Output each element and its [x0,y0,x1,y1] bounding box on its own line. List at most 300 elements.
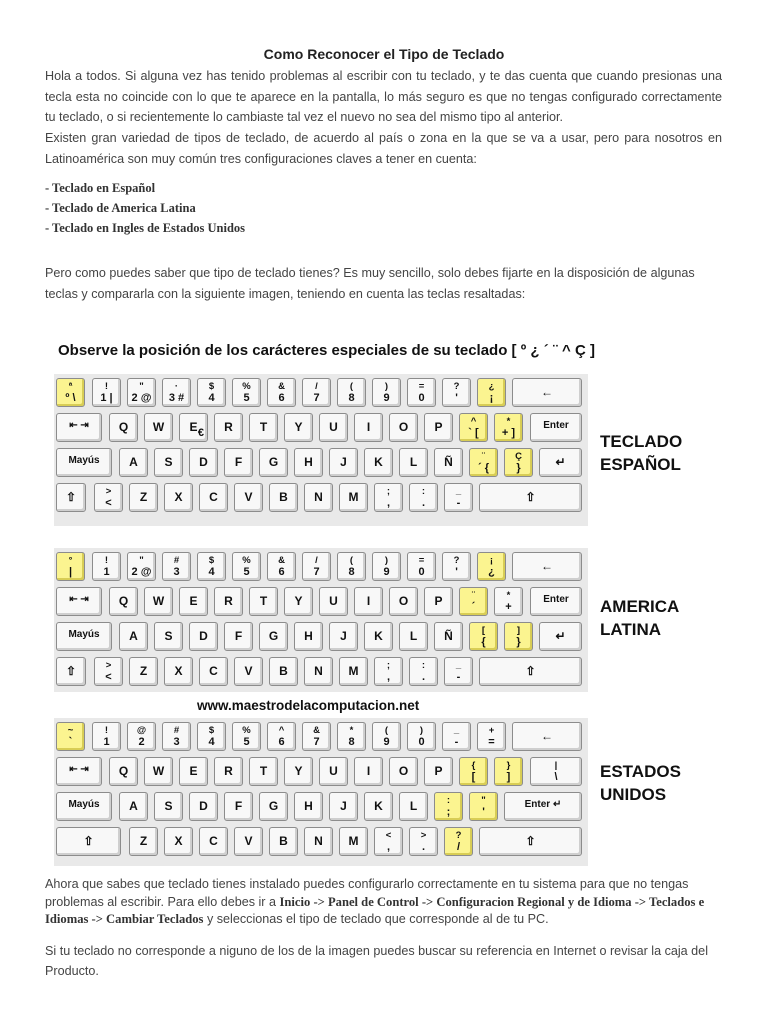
key-label: H [304,799,313,813]
keyboard-key [232,552,261,581]
key-label: ⇤ ⇥ [69,764,89,775]
key-label: X [174,834,183,848]
key-label: Q [118,594,129,608]
keyboard-key [129,827,158,856]
key-label: 8 [348,736,355,748]
keyboard-key [267,722,296,751]
key-label: 9 [383,566,390,578]
key-label: P [434,764,443,778]
key-label: ] [506,771,511,783]
keyboard-key [92,722,121,751]
keyboard-key [539,622,582,651]
keyboard-row [54,722,588,755]
keyboard-key [512,552,582,581]
keyboard-key [189,792,218,821]
keyboard-key [319,587,348,616]
keyboard-key [234,657,263,686]
key-label: Mayús [68,629,100,640]
key-label: 1 [103,736,110,748]
key-label: X [174,664,183,678]
keyboard-key [354,587,383,616]
key-label: 8 [348,392,355,404]
key-label: 7 [313,736,320,748]
keyboard-key [329,792,358,821]
keyboard-key [304,827,333,856]
key-shift-label: # [173,555,180,566]
key-shift-label: ¿ [488,381,495,392]
key-label: - [454,736,459,748]
key-label: } [516,636,521,648]
key-label: S [164,629,173,643]
keyboard-key [56,657,86,686]
key-label: R [224,764,233,778]
key-label: L [409,455,418,469]
highlighted-key [459,757,488,786]
keyboard-row [54,552,588,585]
key-label: T [259,764,268,778]
keyboard-key [164,657,193,686]
keyboard-key [199,827,228,856]
key-shift-label: ! [104,381,109,392]
highlighted-key [504,622,533,651]
key-shift-label: ; [386,486,391,497]
key-shift-label: ? [455,830,462,841]
keyboard-key [302,722,331,751]
key-label: N [314,490,323,504]
keyboard-key [56,757,102,786]
highlighted-key [459,587,488,616]
keyboard-key [259,448,288,477]
highlighted-key [434,792,463,821]
config-path: Inicio -> Panel de Control -> Configuracion Regional y de Idioma -> Teclados e Idiomas -> Cambiar Teclados [45,894,705,926]
key-label: 1 | [100,392,113,404]
key-shift-label: * [349,725,354,736]
key-shift-label: " [481,795,486,806]
keyboard-key [284,587,313,616]
key-label: N [314,664,323,678]
keyboard-key [224,792,253,821]
keyboard-key [284,757,313,786]
keyboard-key [364,792,393,821]
keyboard-key [249,757,278,786]
key-label: 9 [383,392,390,404]
key-label: U [329,420,338,434]
key-label: 2 @ [131,392,152,404]
keyboard-key [179,587,208,616]
highlighted-key [477,552,506,581]
key-shift-label: ( [349,555,354,566]
key-label: ¿ [488,566,495,578]
key-label: Y [294,764,303,778]
key-label: C [209,490,218,504]
key-label: . [421,841,426,853]
keyboard-key [269,657,298,686]
key-shift-label: : [446,795,451,806]
key-label: Mayús [68,455,100,466]
key-label: 2 [138,736,145,748]
key-label: [ [471,771,476,783]
keyboard-key [407,378,436,407]
highlighted-key [444,827,473,856]
keyboard-key [504,792,582,821]
key-label: ´ { [478,462,489,474]
keyboard-key [372,552,401,581]
intro-paragraph-2: Existen gran variedad de tipos de teclado, de acuerdo al país o zona en la que se va a usar, pero para nosotros en Latinoamérica son muy común tres configuraciones claves a tener en cuenta: [45,131,722,166]
key-shift-label: ^ [470,416,477,427]
key-label: } [516,462,521,474]
key-label: | [68,566,73,578]
keyboard-key [109,413,138,442]
keyboard-row [54,587,588,620]
key-label: 0 [418,566,425,578]
keyboard-key [477,722,506,751]
key-shift-label: $ [208,725,215,736]
key-label: 5 [243,736,250,748]
key-label: ¡ [489,392,494,404]
highlighted-key [56,378,85,407]
key-label: P [434,420,443,434]
key-label: Y [294,420,303,434]
key-label: ← [541,729,553,743]
key-label: 6 [278,392,285,404]
key-shift-label: " [139,381,144,392]
keyboard-key [56,827,121,856]
keyboard-key [119,622,148,651]
keyboard-key [304,657,333,686]
key-label: ⇧ [83,834,94,848]
keyboard-row [54,413,588,446]
key-shift-label: · [174,381,179,392]
keyboard-key [302,552,331,581]
key-label: + ] [501,427,516,439]
keyboard-key [109,757,138,786]
keyboard-key [127,378,156,407]
keyboard-key [197,378,226,407]
keyboard-key [56,587,102,616]
key-shift-label: / [315,381,318,392]
key-label: + [505,601,512,613]
keyboard-label-spanish: TECLADO ESPAÑOL [600,432,683,474]
keyboard-key [189,448,218,477]
keyboard-key [434,448,463,477]
keyboard-key [399,448,428,477]
keyboard-key [374,483,403,512]
key-label: Y [294,594,303,608]
key-label: C [209,834,218,848]
key-label: R [224,594,233,608]
keyboard-key [354,413,383,442]
keyboard-row [54,757,588,790]
key-label: ⇧ [65,490,77,504]
keyboard-key [259,622,288,651]
keyboard-key [224,622,253,651]
key-shift-label: ? [453,555,460,566]
keyboard-key [424,757,453,786]
keyboard-key [214,587,243,616]
key-label: W [152,764,165,778]
keyboard-key [164,827,193,856]
key-shift-label: ; [386,660,391,671]
keyboard-key [269,827,298,856]
key-shift-label: _ [453,725,460,736]
keyboard-key [374,827,403,856]
keyboard-key [129,657,158,686]
keyboard-label-latin-america: AMERICA LATINA [600,597,680,639]
key-label: O [398,764,409,778]
keyboard-key [92,378,121,407]
keyboard-key [294,792,323,821]
keyboard-key [329,448,358,477]
keyboard-key [56,448,112,477]
key-label: W [152,594,165,608]
key-label: B [279,490,288,504]
keyboard-key [267,378,296,407]
key-label: , [386,671,391,683]
keyboard-key [214,413,243,442]
key-shift-label: % [242,725,251,736]
key-label: F [234,629,243,643]
key-label: R [224,420,233,434]
keyboard-key [234,483,263,512]
keyboard-key [234,827,263,856]
key-label: H [304,455,313,469]
key-label: B [279,664,288,678]
key-label: Ñ [444,455,453,469]
key-label: ← [541,385,553,399]
list-item: - Teclado en Español [45,181,156,195]
key-label: / [456,841,461,853]
intro-paragraph-1: Hola a todos. Si alguna vez has tenido problemas al escribir con tu teclado, y te das cuenta que cuando presionas una tecla esta no coincide con lo que te aparece en la pantalla, lo más seguro es que no tengas configurado correctamente tu teclado, o si recientemente lo cambiaste tal vez el nuevo no sea del mismo tipo al anterior. [45,69,722,124]
key-label: ` [ [468,427,479,439]
key-label: J [340,455,347,469]
key-label: ← [541,559,553,573]
keyboard-key [269,483,298,512]
keyboard-key [399,792,428,821]
keyboard-key [339,827,368,856]
highlighted-key [459,413,488,442]
highlighted-key [494,757,523,786]
keyboard-key [337,378,366,407]
closing-paragraph: Si tu teclado no corresponde a niguno de los de la imagen puedes buscar su referencia en Internet o revisar la caja del Producto. [45,944,708,978]
key-shift-label: ^ [278,725,285,736]
keyboard-key [154,448,183,477]
key-label: J [340,799,347,813]
keyboard-key [364,448,393,477]
key-label: X [174,490,183,504]
keyboard-key [409,483,438,512]
keyboard-key [339,657,368,686]
key-label: P [434,594,443,608]
keyboard-label-us: ESTADOS UNIDOS [600,762,681,804]
keyboard-key [304,483,333,512]
keyboard-key [56,792,112,821]
key-label: \ [554,771,558,783]
keyboard-key [197,722,226,751]
key-label: M [348,834,359,848]
key-shift-label: ) [419,725,424,736]
key-label: { [481,636,486,648]
key-label: 5 [243,566,250,578]
key-shift-label: " [139,555,144,566]
key-shift-label: = [418,555,425,566]
keyboard-key [109,587,138,616]
key-label: ' [482,806,485,818]
key-shift-label: ¨ [471,590,476,601]
key-label: G [268,799,279,813]
key-label: 6 [278,736,285,748]
key-shift-label: & [313,725,320,736]
key-shift-label: $ [208,555,215,566]
key-shift-label: ( [384,725,389,736]
key-label: Ñ [444,629,453,643]
key-label: - [456,671,461,683]
keyboard-key [127,552,156,581]
keyboard-row [54,483,588,516]
keyboard-key [494,587,523,616]
keyboard-key [199,483,228,512]
keyboard-key [389,413,418,442]
keyboard-key [372,722,401,751]
keyboard-row [54,378,588,411]
keyboard-key [129,483,158,512]
keyboard-key [364,622,393,651]
key-label: L [409,799,418,813]
highlighted-key [469,622,498,651]
key-label: K [374,799,383,813]
keyboard-key [444,657,473,686]
highlighted-key [504,448,533,477]
keyboard-key [189,622,218,651]
list-item: - Teclado de America Latina [45,201,196,215]
key-label: ↵ [555,455,566,469]
keyboard-row [54,827,588,860]
keyboard-row [54,657,588,690]
key-label: < [105,497,112,509]
keyboard-key [424,413,453,442]
key-label: M [348,664,359,678]
key-shift-label: } [506,760,511,771]
key-shift-label: ~ [67,725,74,736]
key-shift-label: + [488,725,495,736]
keyboard-key [294,622,323,651]
key-label: S [164,455,173,469]
key-shift-label: _ [455,486,462,497]
key-label: < [105,671,112,683]
key-shift-label: / [315,555,318,566]
key-label: B [279,834,288,848]
key-label: ' [455,392,458,404]
key-shift-label: = [418,381,425,392]
key-label: 3 [173,736,180,748]
key-shift-label: $ [208,381,215,392]
keyboard-key [56,483,86,512]
key-label: A [129,799,138,813]
keyboard-key [284,413,313,442]
key-label: Q [118,764,129,778]
highlighted-key [494,413,523,442]
key-label: ´ [471,601,476,613]
keyboard-key [249,587,278,616]
keyboard-key [442,722,471,751]
config-text-intro: Ahora que sabes que teclado tienes instalado puedes configurarlo correctamente en tu sistema para que no tengas problemas al escribir. Para ello debes ir a [45,877,689,909]
key-shift-label: > [420,830,427,841]
key-label: H [304,629,313,643]
keyboard-key [94,657,123,686]
key-alt-label: € [197,427,204,439]
key-label: N [314,834,323,848]
key-label: 6 [278,566,285,578]
keyboard-key [319,757,348,786]
keyboard-key [444,483,473,512]
keyboard-row [54,622,588,655]
list-item: - Teclado en Ingles de Estados Unidos [45,221,246,235]
key-shift-label: ª [68,381,73,392]
key-label: V [244,490,253,504]
keyboard-key [409,827,438,856]
keyboard-key [424,587,453,616]
key-label: A [129,629,138,643]
key-label: ⇤ ⇥ [69,594,89,605]
key-label: F [234,799,243,813]
key-label: , [386,841,391,853]
key-label: º \ [65,392,76,404]
key-label: D [199,455,208,469]
figure-heading: Observe la posición de los carácteres especiales de su teclado [ º ¿ ´ ¨ ^ Ç ] [58,342,595,359]
key-label: . [421,497,426,509]
key-label: 5 [243,392,250,404]
highlighted-key [469,448,498,477]
configuration-paragraph [45,876,722,929]
key-label: M [348,490,359,504]
keyboard-key [539,448,582,477]
key-shift-label: ) [384,381,389,392]
key-label: Z [139,490,148,504]
key-label: 2 @ [131,566,152,578]
highlighted-key [469,792,498,821]
keyboard-row [54,792,588,825]
keyboard-key [530,413,582,442]
key-shift-label: ] [516,625,521,636]
key-label: ⇧ [525,490,536,504]
key-label: K [374,629,383,643]
key-shift-label: & [278,555,285,566]
keyboard-latin-america [54,548,588,692]
key-shift-label: : [421,660,426,671]
key-label: G [268,455,279,469]
watermark-url: www.maestrodelacomputacion.net [197,698,420,713]
key-label: E [189,764,198,778]
keyboard-key [442,378,471,407]
keyboard-key [337,722,366,751]
keyboard-key [94,483,123,512]
key-label: ⇧ [65,664,77,678]
keyboard-key [164,483,193,512]
key-label: ⇧ [525,834,536,848]
key-label: T [259,420,268,434]
key-label: 1 [103,566,110,578]
keyboard-key [144,757,173,786]
key-label: U [329,764,338,778]
keyboard-key [530,587,582,616]
key-label: G [268,629,279,643]
keyboard-key [479,657,582,686]
key-label: , [386,497,391,509]
keyboard-key [197,552,226,581]
keyboard-key [162,378,191,407]
key-label: Q [118,420,129,434]
keyboard-key [179,757,208,786]
keyboard-key [337,552,366,581]
